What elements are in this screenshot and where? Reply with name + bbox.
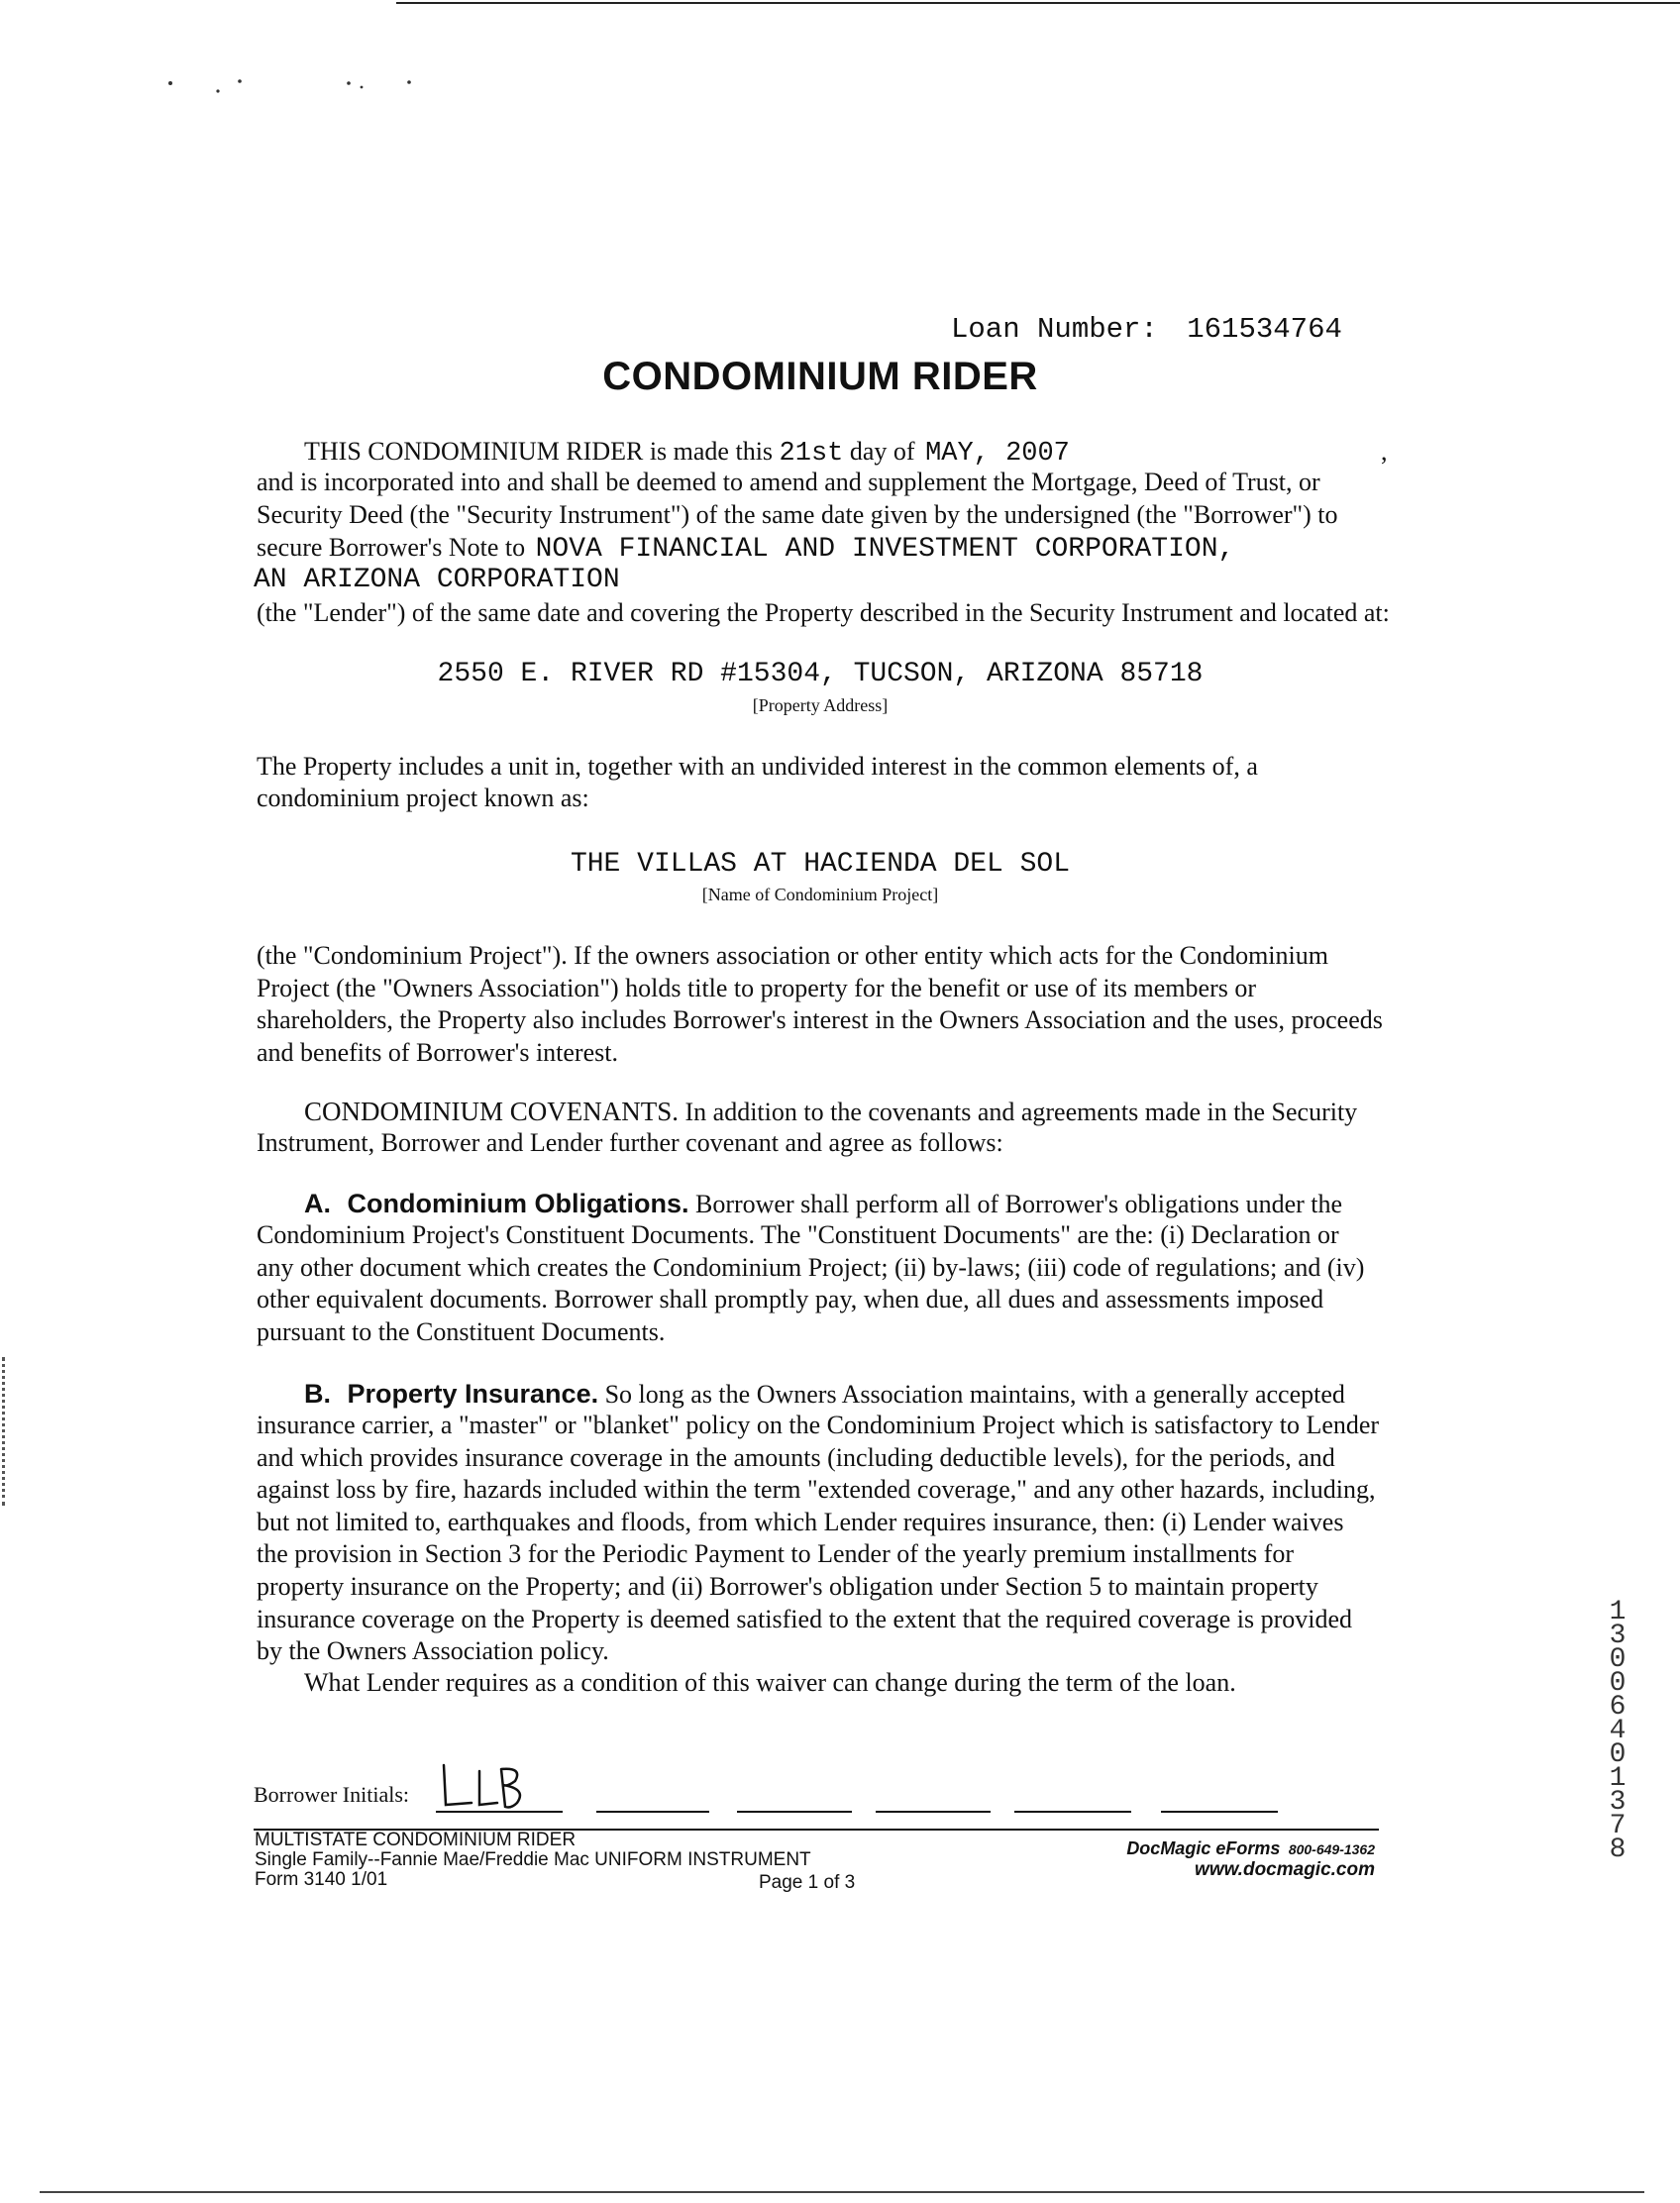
- section-b-line: by the Owners Association policy.: [257, 1636, 609, 1666]
- vendor-phone: 800-649-1362: [1288, 1841, 1375, 1857]
- section-a-line: Condominium Project's Constituent Documents. The "Constituent Documents" are the: (i) Declaration or: [257, 1220, 1339, 1249]
- section-b-line: the provision in Section 3 for the Periodic Payment to Lender of the yearly premium installments for: [257, 1539, 1294, 1569]
- section-a-line: pursuant to the Constituent Documents.: [257, 1316, 666, 1346]
- loan-number-label: Loan Number:: [951, 313, 1158, 346]
- section-b-last-line: What Lender requires as a condition of this waiver can change during the term of the loan.: [304, 1668, 1236, 1697]
- intro-month-year: MAY, 2007: [925, 439, 1070, 469]
- bottom-border-line: [40, 2191, 1644, 2193]
- section-a-heading: Condominium Obligations.: [347, 1189, 689, 1218]
- project-paragraph: [257, 940, 1383, 1069]
- borrower-initials-label: Borrower Initials:: [254, 1782, 410, 1807]
- section-a-line: other equivalent documents. Borrower shall promptly pay, when due, all dues and assessments imposed: [257, 1285, 1324, 1314]
- section-b-line: insurance carrier, a "master" or "blanket" policy on the Condominium Project which is satisfactory to Lender: [257, 1411, 1380, 1439]
- project-intro-1: The Property includes a unit in, together with an undivided interest in the common elements of, a: [257, 752, 1258, 781]
- property-address-label: [Property Address]: [752, 695, 889, 715]
- section-a-text-1: Borrower shall perform all of Borrower's obligations under the: [694, 1190, 1343, 1218]
- margin-stamp-part-2: 1378: [1609, 1763, 1627, 1865]
- section-b-line-1: [304, 1378, 1345, 1412]
- footer-form-number: Form 3140 1/01: [255, 1869, 388, 1890]
- initials-blank-6[interactable]: [1161, 1811, 1278, 1813]
- loan-number-line: [951, 313, 1342, 346]
- borrower-initials-signature: [438, 1761, 533, 1813]
- scan-margin-mark: [2, 1357, 8, 1506]
- section-b-line: insurance coverage on the Property is deemed satisfied to the extent that the required coverage is provided: [257, 1604, 1353, 1633]
- covenants-heading: CONDOMINIUM COVENANTS.: [304, 1097, 679, 1126]
- intro-trailing-comma: ,: [1381, 437, 1388, 466]
- initials-blank-4[interactable]: [876, 1811, 991, 1813]
- lender-name-1: NOVA FINANCIAL AND INVESTMENT CORPORATION,: [535, 534, 1235, 565]
- project-paragraph-line: Project (the "Owners Association") holds title to property for the benefit or use of its members or: [257, 973, 1256, 1002]
- project-paragraph-line: shareholders, the Property also includes Borrower's interest in the Owners Association and the uses, proceeds: [257, 1005, 1383, 1035]
- intro-text-2: day of: [849, 437, 915, 466]
- page-title: CONDOMINIUM RIDER: [602, 355, 1038, 398]
- project-paragraph-line: (the "Condominium Project"). If the owners association or other entity which acts for the Condominium: [257, 941, 1328, 970]
- top-border-line: [396, 2, 1680, 4]
- intro-line-3: Security Deed (the "Security Instrument") of the same date given by the undersigned (the "Borrower") to: [257, 500, 1338, 529]
- section-b-line: property insurance on the Property; and (ii) Borrower's obligation under Section 5 to maintain property: [257, 1571, 1318, 1601]
- intro-day: 21st: [779, 439, 844, 469]
- section-b-heading: Property Insurance.: [347, 1379, 599, 1409]
- project-intro-2: condominium project known as:: [257, 784, 589, 812]
- lender-name-2: AN ARIZONA CORPORATION: [254, 565, 620, 595]
- property-address: 2550 E. RIVER RD #15304, TUCSON, ARIZONA 85718: [437, 659, 1204, 689]
- intro-text-1: THIS CONDOMINIUM RIDER is made this: [304, 437, 774, 466]
- project-paragraph-line: and benefits of Borrower's interest.: [257, 1037, 618, 1067]
- section-b-body: [257, 1410, 1378, 1668]
- footer-form-name: MULTISTATE CONDOMINIUM RIDER: [255, 1830, 577, 1850]
- section-b-text-1: So long as the Owners Association maintains, with a generally accepted: [604, 1380, 1345, 1409]
- section-a-body: [257, 1219, 1378, 1348]
- section-a-line: any other document which creates the Condominium Project; (ii) by-laws; (iii) code of regulations; and (iv): [257, 1252, 1365, 1282]
- covenants-line-2: Instrument, Borrower and Lender further covenant and agree as follows:: [257, 1128, 1003, 1157]
- section-b-letter: B.: [304, 1379, 331, 1409]
- covenants-text-1: In addition to the covenants and agreements made in the Security: [684, 1098, 1358, 1126]
- loan-number-value: 161534764: [1187, 313, 1342, 346]
- intro-line-4: [257, 532, 1234, 567]
- project-name: THE VILLAS AT HACIENDA DEL SOL: [570, 849, 1071, 880]
- vendor-name: DocMagic eForms: [1126, 1838, 1281, 1858]
- footer-page-number: Page 1 of 3: [759, 1872, 856, 1893]
- intro-note-prefix: secure Borrower's Note to: [257, 533, 526, 562]
- margin-stamp: [1607, 1597, 1630, 1865]
- section-a-letter: A.: [304, 1189, 331, 1218]
- covenants-line-1: [304, 1096, 1357, 1129]
- scan-specks: [158, 69, 456, 109]
- footer-form-sub: Single Family--Fannie Mae/Freddie Mac UNIFORM INSTRUMENT: [255, 1849, 811, 1870]
- section-b-line: and which provides insurance coverage in the amounts (including deductible levels), for the periods, and: [257, 1442, 1335, 1472]
- intro-line-6: (the "Lender") of the same date and covering the Property described in the Security Instrument and located at:: [257, 598, 1390, 627]
- section-b-line: but not limited to, earthquakes and floods, from which Lender requires insurance, then: (i) Lender waives: [257, 1507, 1344, 1536]
- initials-blank-2[interactable]: [596, 1811, 709, 1813]
- intro-line-2: and is incorporated into and shall be deemed to amend and supplement the Mortgage, Deed of Trust, or: [257, 468, 1320, 496]
- section-b-line: against loss by fire, hazards included within the term "extended coverage," and any other hazards, including,: [257, 1475, 1376, 1505]
- project-name-label: [Name of Condominium Project]: [701, 885, 939, 904]
- margin-stamp-part-1: 1300640: [1609, 1597, 1627, 1770]
- initials-blank-5[interactable]: [1014, 1811, 1131, 1813]
- initials-blank-3[interactable]: [737, 1811, 852, 1813]
- footer-form-info: [255, 1831, 811, 1890]
- vendor-website: www.docmagic.com: [1195, 1859, 1375, 1880]
- section-a-line-1: [304, 1188, 1342, 1221]
- intro-line-1: [304, 436, 1394, 471]
- footer-vendor: [991, 1838, 1375, 1880]
